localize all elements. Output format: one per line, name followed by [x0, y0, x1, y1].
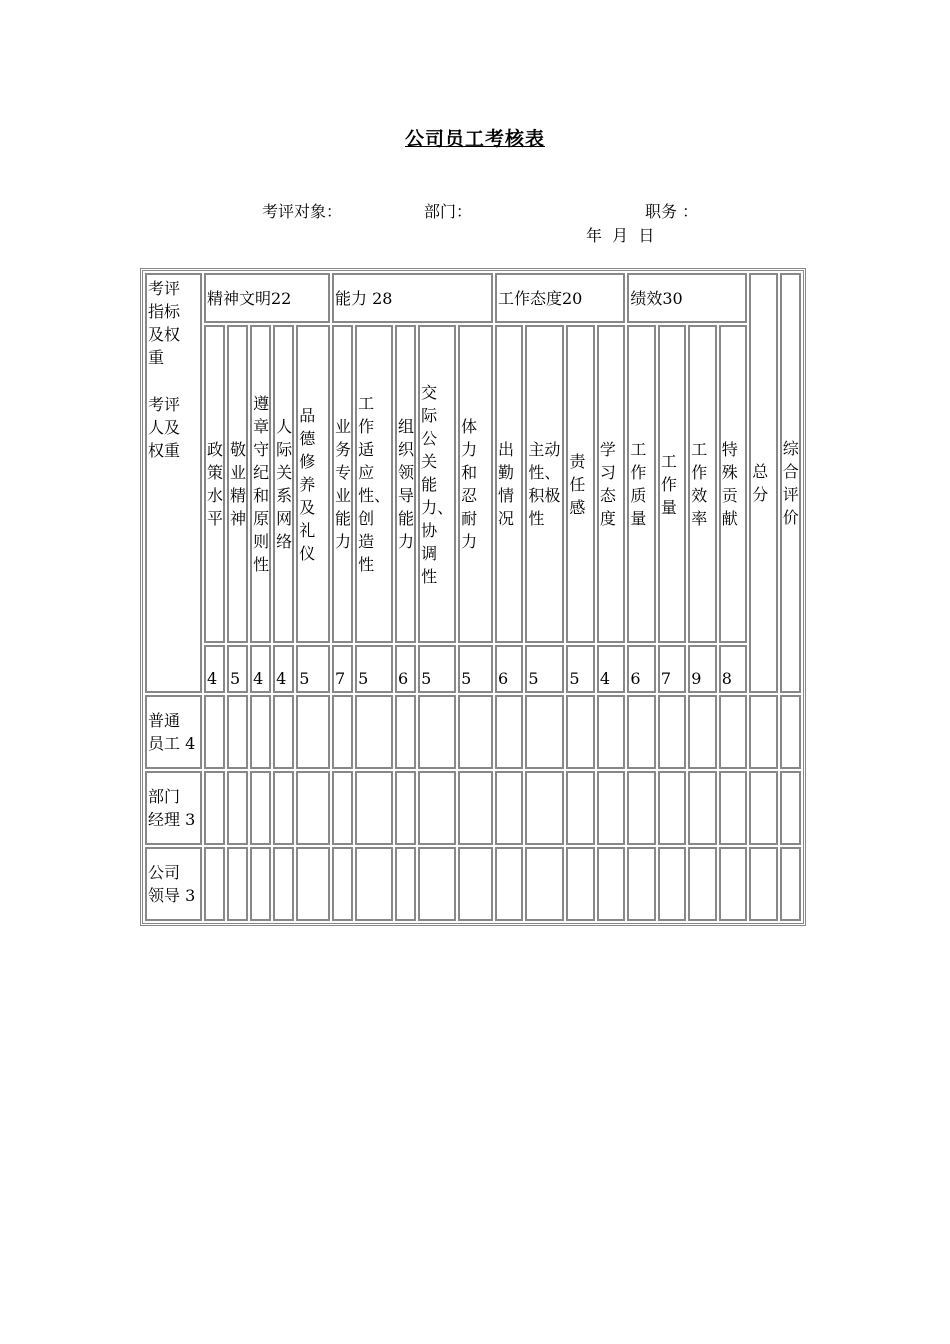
header-line: 价: [782, 508, 799, 527]
header-line: 公关: [421, 428, 438, 471]
header-line: 礼: [299, 520, 316, 540]
score-cell[interactable]: [658, 695, 686, 769]
header-line: 作: [691, 463, 708, 482]
header-line: 务: [335, 440, 352, 459]
score-cell[interactable]: [566, 771, 594, 845]
item-weight: 5: [355, 645, 393, 693]
header-line: 策: [206, 463, 223, 482]
header-line: 原: [253, 509, 270, 528]
category-ability: 能力 28: [332, 273, 493, 323]
header-line: 态: [599, 486, 616, 505]
score-cell[interactable]: [597, 847, 625, 921]
score-cell[interactable]: [296, 847, 330, 921]
header-line: 和: [461, 463, 478, 482]
corner-line: 及权: [148, 325, 181, 344]
corner-line: 考评: [148, 279, 181, 298]
header-line: 主动: [528, 440, 561, 459]
item-weight: 5: [525, 645, 564, 693]
score-cell[interactable]: [204, 847, 225, 921]
item-weight: 6: [627, 645, 655, 693]
item-weight: 4: [250, 645, 271, 693]
item-weight: 5: [418, 645, 456, 693]
item-weight: 4: [273, 645, 294, 693]
corner-line: 人及: [148, 418, 181, 437]
header-line: 性: [253, 555, 270, 574]
score-cell[interactable]: [719, 847, 747, 921]
score-cell[interactable]: [395, 847, 416, 921]
score-cell[interactable]: [296, 695, 330, 769]
item-header: [395, 325, 416, 643]
evaluator-label: 部门 经理 3: [145, 771, 202, 845]
header-line: 关: [276, 463, 293, 482]
header-line: 工: [630, 440, 647, 459]
header-line: 平: [206, 509, 223, 528]
header-line: 业: [335, 417, 352, 436]
header-line: 神: [230, 509, 247, 528]
overall-header: [780, 273, 801, 693]
corner-line: 指标: [148, 302, 181, 321]
corner-line: 重: [148, 348, 165, 367]
total-cell[interactable]: [749, 695, 777, 769]
item-header: [525, 325, 564, 643]
header-line: 性: [421, 566, 438, 586]
header-line: 仪: [299, 543, 316, 563]
header-line: 分: [752, 485, 769, 504]
header-line: 度: [599, 509, 616, 528]
corner-line: 权重: [148, 441, 181, 460]
header-line: 及: [299, 497, 316, 517]
header-line: 情: [497, 486, 514, 505]
header-line: 力: [398, 532, 415, 551]
item-header: [355, 325, 393, 643]
header-line: 品: [299, 405, 316, 425]
header-line: 守: [253, 440, 270, 459]
position-label: 职务 ：: [645, 202, 699, 221]
total-cell[interactable]: [749, 771, 777, 845]
score-cell[interactable]: [273, 847, 294, 921]
score-cell[interactable]: [332, 695, 353, 769]
header-line: 和: [253, 486, 270, 505]
item-weight: 4: [204, 645, 225, 693]
date-label: 年 月 日: [586, 226, 655, 245]
header-line: 况: [497, 509, 514, 528]
score-cell[interactable]: [525, 771, 564, 845]
evaluator-label: 公司 领导 3: [145, 847, 202, 921]
corner-line: 考评: [148, 395, 181, 414]
item-header: [566, 325, 594, 643]
score-cell[interactable]: [495, 771, 523, 845]
header-line: 性、: [528, 463, 561, 482]
corner-header: [145, 273, 202, 693]
score-cell[interactable]: [719, 695, 747, 769]
header-line: 感: [569, 497, 586, 517]
item-weight: 7: [332, 645, 353, 693]
total-header: [749, 273, 777, 693]
header-line: 任: [569, 474, 586, 494]
score-cell[interactable]: [627, 695, 655, 769]
header-line: 责: [569, 451, 586, 471]
score-cell[interactable]: [597, 695, 625, 769]
header-line: 工作: [358, 394, 375, 436]
item-header: [204, 325, 225, 643]
score-cell[interactable]: [250, 847, 271, 921]
header-line: 德: [299, 428, 316, 448]
item-header: [627, 325, 655, 643]
item-header: [658, 325, 686, 643]
header-line: 系: [276, 486, 293, 505]
score-cell[interactable]: [627, 847, 655, 921]
overall-cell[interactable]: [780, 847, 801, 921]
header-line: 献: [721, 509, 738, 528]
header-line: 力、: [421, 497, 454, 517]
evaluator-row: [145, 771, 801, 845]
score-cell[interactable]: [566, 695, 594, 769]
weight-row: [145, 645, 801, 693]
header-line: 人: [276, 417, 293, 436]
header-line: 力: [335, 532, 352, 551]
evaluator-label: 普通 员工 4: [145, 695, 202, 769]
header-line: 作: [660, 474, 677, 494]
header-line: 精: [230, 486, 247, 505]
score-cell[interactable]: [227, 771, 248, 845]
header-line: 业: [230, 463, 247, 482]
score-cell[interactable]: [227, 695, 248, 769]
evaluator-row: [145, 695, 801, 769]
item-weight: 9: [688, 645, 716, 693]
header-line: 工: [691, 440, 708, 459]
header-line: 专: [335, 463, 352, 482]
header-line: 协调: [421, 520, 438, 563]
item-header: [597, 325, 625, 643]
score-cell[interactable]: [204, 771, 225, 845]
item-weight: 5: [296, 645, 330, 693]
header-line: 水: [206, 486, 223, 505]
item-header: [418, 325, 456, 643]
header-line: 效: [691, 486, 708, 505]
score-cell[interactable]: [332, 847, 353, 921]
header-line: 耐: [461, 509, 478, 528]
total-cell[interactable]: [749, 847, 777, 921]
header-line: 创造: [358, 509, 375, 551]
score-cell[interactable]: [458, 771, 493, 845]
header-line: 交际: [421, 382, 438, 425]
item-weight: 8: [719, 645, 747, 693]
overall-cell[interactable]: [780, 771, 801, 845]
score-cell[interactable]: [495, 695, 523, 769]
score-cell[interactable]: [418, 695, 456, 769]
score-cell[interactable]: [597, 771, 625, 845]
score-cell[interactable]: [458, 695, 493, 769]
score-cell[interactable]: [355, 695, 393, 769]
header-line: 积极: [528, 486, 561, 505]
item-header: [688, 325, 716, 643]
category-attitude: 工作态度20: [495, 273, 625, 323]
header-line: 性: [528, 509, 545, 528]
header-line: 量: [660, 497, 677, 517]
score-cell[interactable]: [688, 771, 716, 845]
item-header: [250, 325, 271, 643]
header-line: 遵: [253, 394, 270, 413]
header-line: 体: [461, 417, 478, 436]
item-weight: 7: [658, 645, 686, 693]
score-cell[interactable]: [273, 771, 294, 845]
page-title: 公司员工考核表: [404, 128, 545, 150]
item-weight: 4: [597, 645, 625, 693]
header-line: 习: [599, 463, 616, 482]
item-weight: 5: [227, 645, 248, 693]
score-cell[interactable]: [332, 771, 353, 845]
header-line: 业: [335, 486, 352, 505]
header-line: 总: [752, 462, 769, 481]
header-line: 学: [599, 440, 616, 459]
header-line: 综: [782, 439, 799, 458]
overall-cell[interactable]: [780, 695, 801, 769]
score-cell[interactable]: [250, 771, 271, 845]
score-cell[interactable]: [355, 771, 393, 845]
item-header: [458, 325, 493, 643]
header-line: 能: [421, 474, 438, 494]
item-header: [227, 325, 248, 643]
item-weight: 6: [395, 645, 416, 693]
score-cell[interactable]: [395, 695, 416, 769]
score-cell[interactable]: [458, 847, 493, 921]
header-line: 出: [497, 440, 514, 459]
header-line: 领: [398, 463, 415, 482]
item-header: [495, 325, 523, 643]
header-line: 特: [721, 440, 738, 459]
score-cell[interactable]: [355, 847, 393, 921]
score-cell[interactable]: [204, 695, 225, 769]
score-cell[interactable]: [658, 847, 686, 921]
score-cell[interactable]: [719, 771, 747, 845]
category-spirit: 精神文明22: [204, 273, 330, 323]
score-cell[interactable]: [227, 847, 248, 921]
header-line: 敬: [230, 440, 247, 459]
header-line: 政: [206, 440, 223, 459]
header-line: 忍: [461, 486, 478, 505]
header-line: 评: [782, 485, 799, 504]
score-cell[interactable]: [688, 695, 716, 769]
item-header: [332, 325, 353, 643]
header-line: 性、: [358, 486, 391, 505]
item-header: [273, 325, 294, 643]
header-line: 适应: [358, 440, 375, 482]
evaluator-row: [145, 847, 801, 921]
score-cell[interactable]: [495, 847, 523, 921]
header-line: 合: [782, 462, 799, 481]
header-line: 养: [299, 474, 316, 494]
score-cell[interactable]: [525, 695, 564, 769]
header-line: 织: [398, 440, 415, 459]
header-line: 网: [276, 509, 293, 528]
target-label: 考评对象：: [262, 202, 343, 221]
header-line: 量: [630, 509, 647, 528]
score-cell[interactable]: [250, 695, 271, 769]
score-cell[interactable]: [418, 771, 456, 845]
header-line: 工: [660, 451, 677, 471]
header-line: 章: [253, 417, 270, 436]
header-line: 质: [630, 486, 647, 505]
header-line: 修: [299, 451, 316, 471]
score-cell[interactable]: [688, 847, 716, 921]
header-line: 则: [253, 532, 270, 551]
header-line: 能: [335, 509, 352, 528]
header-line: 殊: [721, 463, 738, 482]
header-line: 纪: [253, 463, 270, 482]
header-line: 络: [276, 532, 293, 551]
header-line: 贡: [721, 486, 738, 505]
header-line: 力: [461, 532, 478, 551]
header-line: 际: [276, 440, 293, 459]
score-cell[interactable]: [658, 771, 686, 845]
item-header: [296, 325, 330, 643]
header-line: 能: [398, 509, 415, 528]
header-line: 导: [398, 486, 415, 505]
score-cell[interactable]: [395, 771, 416, 845]
item-header: [719, 325, 747, 643]
header-line: 率: [691, 509, 708, 528]
item-weight: 6: [495, 645, 523, 693]
header-line: 作: [630, 463, 647, 482]
item-weight: 5: [458, 645, 493, 693]
score-cell[interactable]: [525, 847, 564, 921]
score-cell[interactable]: [273, 695, 294, 769]
header-line: 勤: [497, 463, 514, 482]
score-cell[interactable]: [627, 771, 655, 845]
category-performance: 绩效30: [627, 273, 747, 323]
score-cell[interactable]: [296, 771, 330, 845]
item-header-row: [145, 325, 801, 643]
evaluation-table: [140, 268, 806, 926]
header-line: 组: [398, 417, 415, 436]
header-line: 力: [461, 440, 478, 459]
dept-label: 部门：: [424, 202, 473, 221]
header-line: 性: [358, 555, 375, 574]
item-weight: 5: [566, 645, 594, 693]
score-cell[interactable]: [566, 847, 594, 921]
score-cell[interactable]: [418, 847, 456, 921]
